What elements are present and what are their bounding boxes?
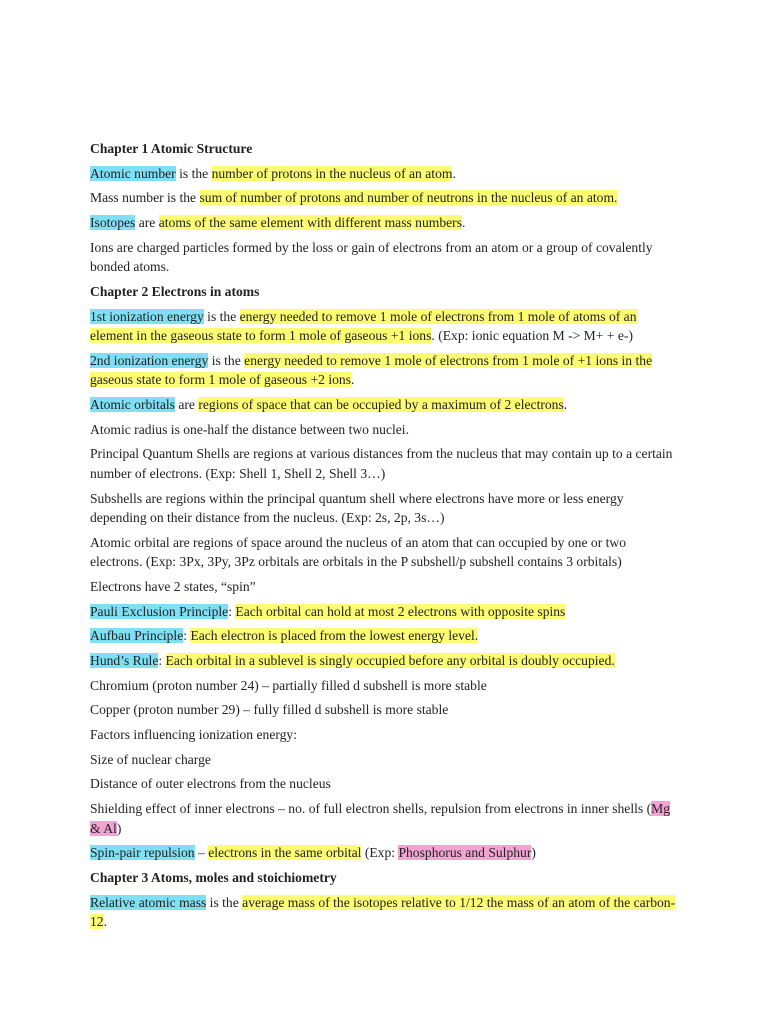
highlighted-term: Hund’s Rule	[90, 653, 159, 668]
text-run: –	[194, 845, 209, 861]
text-run: Mass number	[90, 190, 164, 206]
paragraph	[90, 651, 680, 671]
text-run: Subshells are regions within the principal quantum shell where electrons have more or less energy depending on their distance from the nucleus. (Exp: 2s, 2p, 3s…)	[90, 490, 624, 526]
text-run: are	[174, 397, 199, 412]
text-run: Electrons have 2 states, “spin”	[90, 578, 256, 594]
chapter-heading	[90, 139, 680, 159]
paragraph	[90, 843, 680, 863]
text-run: Chapter 3 Atoms, moles and stoichiometry	[90, 870, 337, 885]
paragraph	[90, 602, 680, 622]
paragraph	[90, 444, 680, 483]
paragraph	[90, 799, 680, 838]
text-run: is the	[208, 352, 245, 368]
text-run: is the	[175, 165, 212, 181]
text-run: are	[135, 215, 159, 231]
document-body	[90, 139, 680, 937]
text-run: Atomic orbital are regions of space around the nucleus of an atom that can occupied by one or two electrons. (Exp: 3Px, 3Py, 3Pz orbitals are orbitals in the P subshell/p subshell contains 3 orbitals)	[90, 534, 627, 570]
highlighted-definition: number of protons in the nucleus of an atom	[211, 165, 453, 181]
paragraph	[90, 213, 680, 233]
text-run: Copper (proton number 29) – fully filled d subshell is more stable	[90, 702, 449, 718]
paragraph	[90, 725, 680, 745]
highlighted-definition: regions of space that can be occupied by a maximum of 2 electrons	[198, 397, 564, 412]
text-run: is the	[206, 894, 243, 910]
highlighted-term: 1st ionization energy	[90, 308, 204, 324]
paragraph	[90, 893, 680, 932]
highlighted-example: Mg & Al	[90, 801, 670, 836]
paragraph	[90, 750, 680, 770]
highlighted-definition: sum of number of protons and number of neutrons in the nucleus of an atom.	[199, 190, 618, 206]
paragraph	[90, 577, 680, 597]
highlighted-definition: atoms of the same element with different mass numbers	[158, 215, 462, 231]
text-run: (Exp:	[361, 845, 399, 861]
text-run: .	[351, 372, 355, 388]
highlighted-definition: electrons in the same orbital	[208, 845, 362, 861]
text-run: Chapter 2 Electrons in atoms	[90, 283, 260, 299]
highlighted-term: Pauli Exclusion Principle	[90, 603, 229, 619]
paragraph	[90, 238, 680, 277]
paragraph	[90, 489, 680, 528]
paragraph	[90, 676, 680, 696]
highlighted-term: Atomic number	[90, 165, 176, 181]
chapter-heading	[90, 868, 680, 888]
text-run: :	[158, 653, 166, 668]
text-run: Distance of outer electrons from the nucleus	[90, 776, 331, 792]
paragraph	[90, 626, 680, 646]
text-run: .	[103, 914, 107, 930]
paragraph	[90, 307, 680, 346]
paragraph	[90, 533, 680, 572]
highlighted-term: Relative atomic mass	[90, 894, 207, 910]
text-run: Principal Quantum Shells are regions at various distances from the nucleus that may contain up to a certain number of electrons. (Exp: Shell 1, Shell 2, Shell 3…)	[90, 446, 673, 481]
text-run: .	[563, 397, 568, 412]
text-run: Atomic radius is one-half the distance between two nuclei.	[90, 421, 409, 437]
text-run: :	[183, 628, 191, 644]
text-run: Ions are charged particles formed by the loss or gain of electrons from an atom or a group of covalently bonded atoms.	[90, 239, 653, 275]
chapter-heading	[90, 282, 680, 302]
paragraph	[90, 774, 680, 794]
highlighted-definition: energy needed to remove 1 mole of electrons from 1 mole of +1 ions in the gaseous state to form 1 mole of gaseous +2 ions	[90, 352, 653, 388]
text-run: )	[116, 820, 122, 836]
text-run: Chapter 1 Atomic Structure	[90, 141, 253, 156]
highlighted-example: Phosphorus and Sulphur	[398, 845, 532, 861]
text-run: .	[452, 165, 456, 181]
text-run: .	[461, 215, 466, 231]
paragraph	[90, 700, 680, 720]
highlighted-term: Aufbau Principle	[90, 628, 184, 644]
text-run: Shielding effect of inner electrons – no. of full electron shells, repulsion from electrons in inner shells (	[90, 801, 652, 817]
text-run: :	[228, 603, 236, 619]
highlighted-definition: Each orbital in a sublevel is singly occupied before any orbital is doubly occupied.	[165, 653, 615, 668]
text-run: Chromium (proton number 24) – partially filled d subshell is more stable	[90, 677, 487, 693]
highlighted-definition: average mass of the isotopes relative to 1/12 the mass of an atom of the carbon-12	[90, 894, 676, 930]
text-run: Factors influencing ionization energy:	[90, 727, 297, 743]
text-run: is the	[163, 190, 200, 206]
text-run: )	[531, 845, 536, 861]
highlighted-definition: Each orbital can hold at most 2 electrons with opposite spins	[235, 603, 566, 619]
highlighted-definition: energy needed to remove 1 mole of electrons from 1 mole of atoms of an element in the gaseous state to form 1 mole of gaseous +1 ions	[90, 308, 637, 344]
highlighted-definition: Each electron is placed from the lowest energy level.	[190, 628, 479, 644]
paragraph	[90, 395, 680, 415]
text-run: Size of nuclear charge	[90, 751, 211, 767]
highlighted-term: 2nd ionization energy	[90, 352, 209, 368]
highlighted-term: Atomic orbitals	[90, 397, 175, 412]
paragraph	[90, 188, 680, 208]
text-run: is the	[203, 308, 240, 324]
highlighted-term: Isotopes	[90, 215, 136, 231]
text-run: . (Exp: ionic equation M -> M+ + e-)	[431, 328, 633, 344]
paragraph	[90, 420, 680, 440]
highlighted-term: Spin-pair repulsion	[90, 845, 195, 861]
paragraph	[90, 164, 680, 184]
paragraph	[90, 351, 680, 390]
